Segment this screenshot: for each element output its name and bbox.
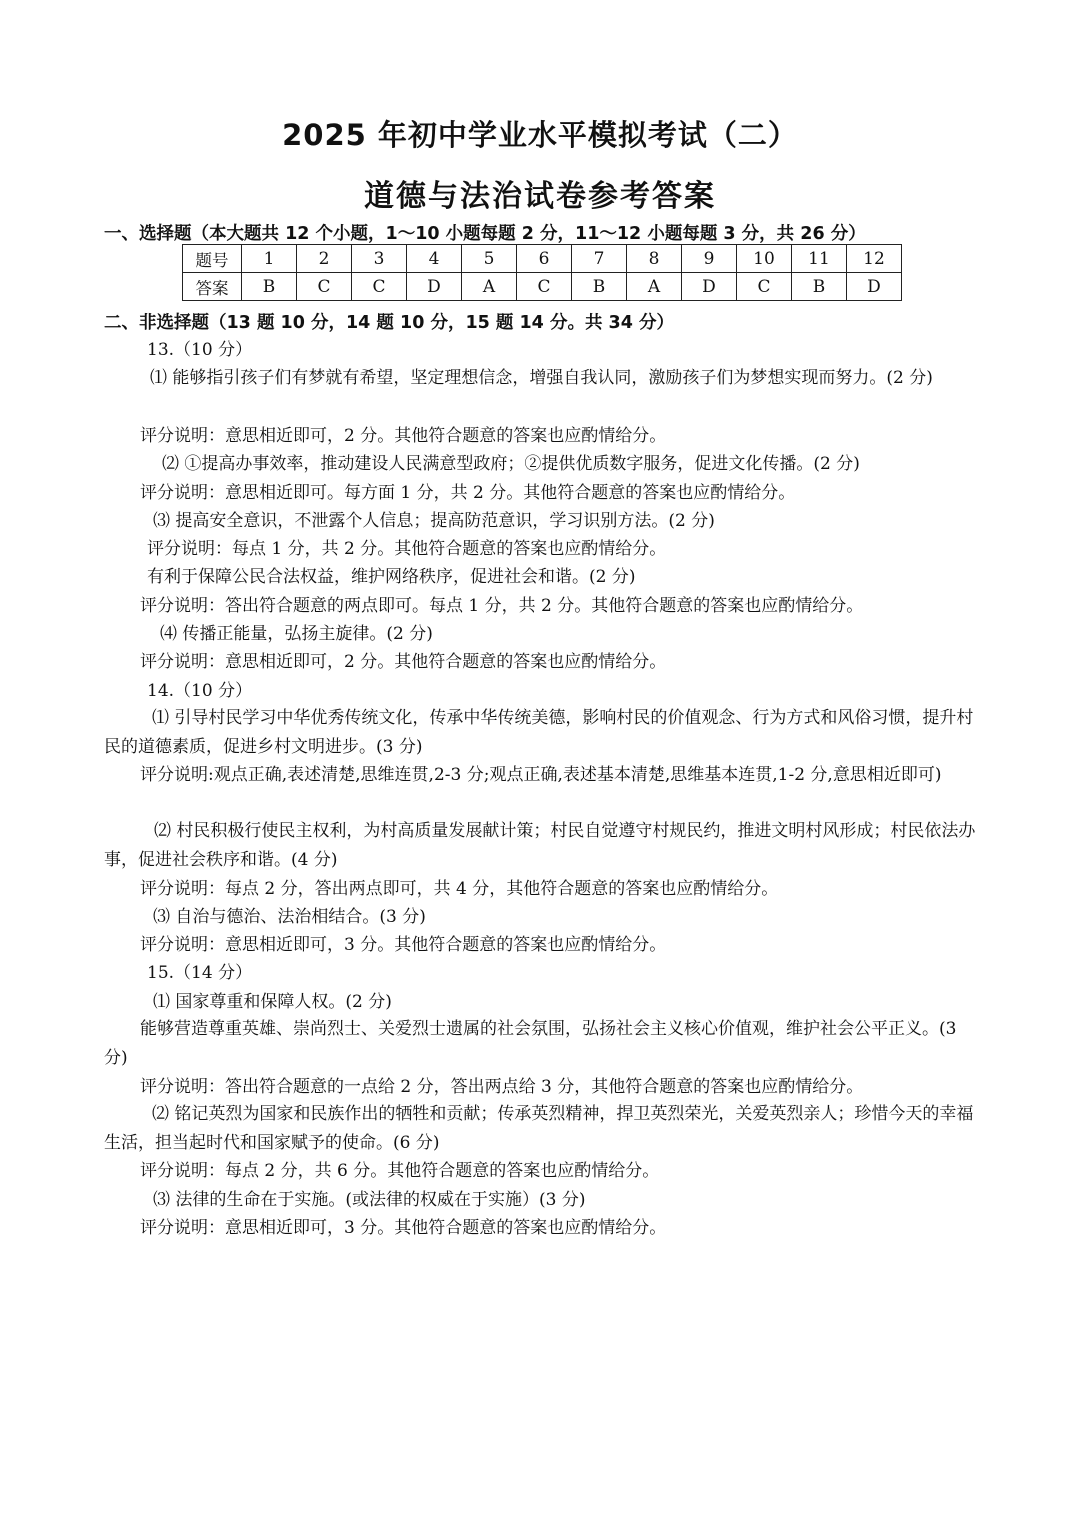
scoring-note: 评分说明：意思相近即可。每方面 1 分，共 2 分。其他符合题意的答案也应酌情给分。 (140, 483, 796, 503)
table-cell: A (462, 273, 517, 301)
page-title: 2025 年初中学业水平模拟考试（二） (282, 118, 798, 152)
section-1-heading: 一、选择题（本大题共 12 个小题，1～10 小题每题 2 分，11～12 小题每题 3 分，共 26 分） (104, 224, 866, 244)
answer-14-1: ⑴ 引导村民学习中华优秀传统文化，传承中华传统美德，影响村民的价值观念、行为方式和风俗习惯，提升村民的道德素质，促进乡村文明进步。(3 分) (104, 708, 974, 757)
table-row-answers (183, 273, 902, 301)
row-label-number: 题号 (183, 245, 242, 273)
table-cell: B (242, 273, 297, 301)
section-2-heading: 二、非选择题（13 题 10 分，14 题 10 分，15 题 14 分。共 34 分） (104, 313, 674, 333)
table-cell: 7 (572, 245, 627, 273)
table-row-numbers (183, 245, 902, 273)
scoring-note: 评分说明：意思相近即可，2 分。其他符合题意的答案也应酌情给分。 (140, 652, 667, 672)
scoring-note: 评分说明：每点 2 分，共 6 分。其他符合题意的答案也应酌情给分。 (140, 1161, 660, 1181)
question-15-heading: 15.（14 分） (147, 963, 253, 983)
table-cell: 1 (242, 245, 297, 273)
table-cell: 9 (682, 245, 737, 273)
table-cell: 6 (517, 245, 572, 273)
question-13-heading: 13.（10 分） (147, 340, 253, 360)
scoring-note: 评分说明：每点 1 分，共 2 分。其他符合题意的答案也应酌情给分。 (147, 539, 667, 559)
scoring-note: 评分说明：意思相近即可，2 分。其他符合题意的答案也应酌情给分。 (140, 426, 667, 446)
table-cell: 4 (407, 245, 462, 273)
table-cell: 10 (737, 245, 792, 273)
row-label-answer: 答案 (183, 273, 242, 301)
table-cell: 8 (627, 245, 682, 273)
table-cell: D (847, 273, 902, 301)
scoring-note: 评分说明：答出符合题意的一点给 2 分，答出两点给 3 分，其他符合题意的答案也应酌情给分。 (140, 1077, 864, 1097)
answer-14-3: ⑶ 自治与德治、法治相结合。(3 分) (153, 907, 426, 927)
scoring-note: 评分说明：答出符合题意的两点即可。每点 1 分，共 2 分。其他符合题意的答案也应酌情给分。 (140, 596, 864, 616)
answer-13-3b: 有利于保障公民合法权益，维护网络秩序，促进社会和谐。(2 分) (147, 567, 636, 587)
table-cell: B (792, 273, 847, 301)
answer-13-3a: ⑶ 提高安全意识，不泄露个人信息；提高防范意识，学习识别方法。(2 分) (153, 511, 715, 531)
table-cell: C (517, 273, 572, 301)
table-cell: C (352, 273, 407, 301)
answer-13-4: ⑷ 传播正能量，弘扬主旋律。(2 分) (160, 624, 433, 644)
answer-14-2: ⑵ 村民积极行使民主权利，为村高质量发展献计策；村民自觉遵守村规民约，推进文明村风形成；村民依法办事，促进社会秩序和谐。(4 分) (104, 821, 976, 870)
table-cell: B (572, 273, 627, 301)
table-cell: 11 (792, 245, 847, 273)
answer-15-1a: ⑴ 国家尊重和保障人权。(2 分) (153, 992, 392, 1012)
answer-15-2: ⑵ 铭记英烈为国家和民族作出的牺牲和贡献；传承英烈精神，捍卫英烈荣光，关爱英烈亲人；珍惜今天的幸福生活，担当起时代和国家赋予的使命。(6 分) (104, 1104, 974, 1153)
table-cell: C (297, 273, 352, 301)
table-cell: 5 (462, 245, 517, 273)
table-cell: A (627, 273, 682, 301)
table-cell: 12 (847, 245, 902, 273)
answer-15-3: ⑶ 法律的生命在于实施。(或法律的权威在于实施）(3 分) (153, 1190, 586, 1210)
scoring-note: 评分说明：意思相近即可，3 分。其他符合题意的答案也应酌情给分。 (140, 935, 667, 955)
table-cell: 2 (297, 245, 352, 273)
page-subtitle: 道德与法治试卷参考答案 (364, 179, 716, 214)
answer-table (182, 244, 902, 301)
answer-13-2: ⑵ ①提高办事效率，推动建设人民满意型政府；②提供优质数字服务，促进文化传播。(2 分) (162, 454, 860, 474)
scoring-note: 评分说明:观点正确,表述清楚,思维连贯,2-3 分;观点正确,表述基本清楚,思维基本连贯,1-2 分,意思相近即可) (140, 765, 942, 785)
table-cell: 3 (352, 245, 407, 273)
answer-15-1b: 能够营造尊重英雄、崇尚烈士、关爱烈士遗属的社会氛围，弘扬社会主义核心价值观，维护社会公平正义。(3 分) (104, 1019, 957, 1068)
table-cell: D (407, 273, 462, 301)
scoring-note: 评分说明：每点 2 分，答出两点即可，共 4 分，其他符合题意的答案也应酌情给分。 (140, 879, 779, 899)
question-14-heading: 14.（10 分） (147, 681, 253, 701)
table-cell: C (737, 273, 792, 301)
answer-13-1: ⑴ 能够指引孩子们有梦就有希望，坚定理想信念，增强自我认同，激励孩子们为梦想实现而努力。(2 分) (150, 368, 933, 388)
scoring-note: 评分说明：意思相近即可，3 分。其他符合题意的答案也应酌情给分。 (140, 1218, 667, 1238)
table-cell: D (682, 273, 737, 301)
